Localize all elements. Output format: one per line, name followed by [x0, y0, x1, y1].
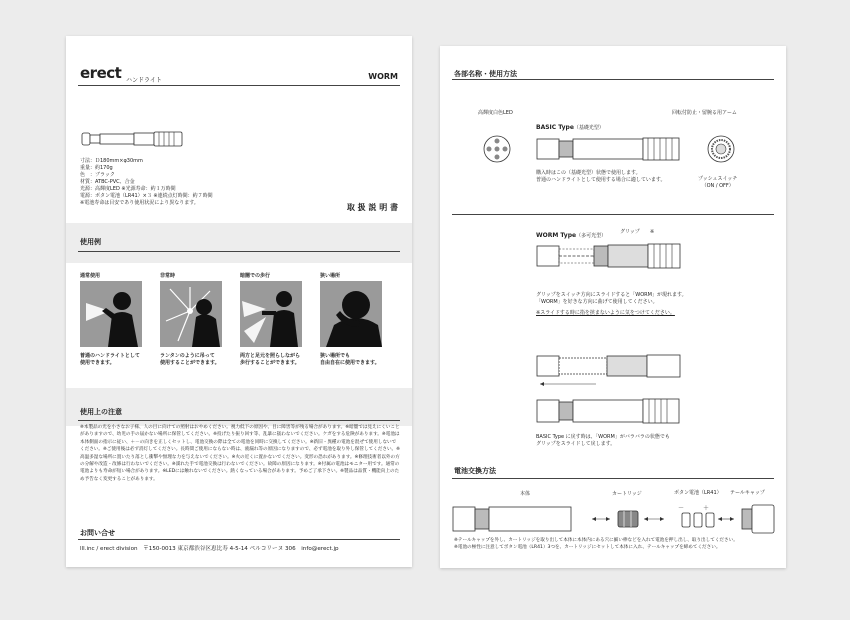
battery-label: ボタン電池（LR41） [674, 490, 722, 496]
section-divider-1 [452, 214, 774, 215]
basic-type-text: 購入時はこの（基礎光型）状態で使用します。 普通のハンドライトとして使用する場合に適しています。 [536, 170, 666, 183]
usage-title-2: 非常時 [160, 273, 176, 279]
minus-mark: － [678, 505, 685, 512]
battery-rule [452, 478, 774, 479]
manual-page-left [66, 36, 412, 567]
brand-logo: erect [80, 64, 122, 82]
grip-label: グリップ [620, 229, 640, 235]
led-label: 高輝度白色LED [478, 110, 513, 116]
battery-notes [454, 537, 738, 551]
battery-note-2: ※電池の極性に注意してボタン電池（LR41）3つを、カートリッジにセットして本体に入れ、テールキャップを締めてください。 [454, 545, 721, 550]
return-basic-text: BASIC Type に戻す時は、「WORM」がバラバラの状態でも グリップをスライドして戻します。 [536, 434, 670, 447]
return-worm-illustration [536, 352, 684, 388]
usage-caption-4: 狭い場所でも 自由自在に使用できます。 [320, 353, 380, 366]
spec-line: 重量：約170g [80, 165, 113, 171]
contact-info: lll.inc / erect division 〒150-0013 東京都渋谷区恵比寿 4-5-14 ペルコリーヌ 306 info@erect.jp [80, 546, 339, 552]
plus-mark: ＋ [703, 505, 710, 512]
parts-rule [452, 79, 774, 80]
usage-image-walking [240, 281, 302, 347]
worm-type-text: グリップをスイッチ方向にスライドすると「WORM」が現れます。 「WORM」を好きな方向に曲げて使用してください。 [536, 292, 687, 305]
usage-caption-3: 両方と足元を照らしながら 歩行することができます。 [240, 353, 301, 366]
header-rule [78, 85, 400, 86]
usage-title-4: 狭い場所 [320, 273, 341, 279]
worm-type-note: ※スライドする時に指を挟まないように気をつけてください。 [536, 310, 675, 316]
battery-exchange-illustration [452, 501, 782, 537]
usage-title-1: 通常使用 [80, 273, 101, 279]
contact-rule [78, 539, 400, 540]
body-label: 本体 [520, 491, 531, 497]
spec-line: 色 ：ブラック [80, 172, 115, 178]
led-head-illustration [482, 134, 512, 164]
push-switch-label: プッシュスイッチ （ON / OFF） [698, 176, 738, 189]
battery-note-1: ※テールキャップを外し、カートリッジを取り出して本体に本体内にある穴に細い棒などを入れて電池を押し出し、取り出してください。 [454, 538, 738, 543]
caution-text: ※本製品の光を小さなお子様、人の目に向けての照射はおやめください。視力低下の原因や、目に障害等が残る場合があります。※暗闇では見えにくいことがありますので、幼児の手の届かない場所に保管してください。※投げたり振り回す等、乱暴に扱わないでください。ケガをする危険があります。※電池は本体側面の指示に従い、＋－の向きを正しくセットし、電池交換の際は全ての電池を同時に交換してください。※新旧・異種の電池を混ぜて使用しないでください。※ご使用後は必ず消灯してください。長時間ご使用にならない時は、液漏れ等の原因になりますので、必ず電池を取り外し保管してください。※高温多湿な場所に置いたり落とし衝撃や無理な力を与えないでください。※火の近くに置かないでください。変形の恐れがあります。※修理技術者以外の方の分解や改造・改修は行わないでください。※濡れた手で電池交換は行わないでください。故障の原因になります。※付属の電池はモニター用です。通常の電池よりも寿命が短い場合があります。※LEDには触れないでください。熱くなっている場合があります。予めご了承下さい。※製品は品質・機能向上のため予告なく変更することがあります。 [80, 425, 400, 482]
spec-line: 寸法：Ｄ180mm×φ30mm [80, 158, 143, 164]
spec-line: ※電池寿命は目安であり使用状況により異なります。 [80, 200, 199, 206]
caution-section-title: 使用上の注意 [80, 408, 122, 416]
usage-section-band [66, 223, 412, 263]
push-switch-illustration [706, 134, 736, 164]
tailcap-label: テールキャップ [730, 490, 765, 496]
basic-flashlight-illustration [536, 136, 684, 162]
manual-title: 取 扱 説 明 書 [346, 203, 398, 212]
spec-list [80, 158, 213, 207]
spec-line: 光源：高輝度LED ※光源寿命：約１万時間 [80, 186, 176, 192]
manual-page-right [440, 46, 786, 568]
return-basic-illustration [536, 396, 684, 426]
spec-line: 電源：ボタン電池（LR41）×３ ※連続点灯時間：約７時間 [80, 193, 213, 199]
worm-type-label: WORM Type（多可光型） [536, 232, 607, 239]
usage-image-normal [80, 281, 142, 347]
worm-flashlight-illustration [536, 242, 684, 270]
grip-mark: ※ [650, 229, 655, 235]
usage-rule [78, 251, 400, 252]
usage-image-emergency [160, 281, 222, 347]
usage-title-3: 暗闇での歩行 [240, 273, 271, 279]
usage-section-title: 使用例 [80, 238, 101, 246]
flashlight-illustration [81, 129, 185, 149]
usage-image-tight-place [320, 281, 382, 347]
usage-caption-2: ランタンのように吊って 使用することができます。 [160, 353, 220, 366]
spec-line: 材質：ATBC-PVC、合金 [80, 179, 135, 185]
basic-type-label: BASIC Type（基礎光型） [536, 124, 604, 131]
model-name: WORM [368, 72, 398, 81]
battery-section-title: 電池交換方法 [454, 467, 496, 475]
caution-rule [78, 420, 400, 421]
product-subtitle: ハンドライト [126, 77, 162, 84]
contact-title: お問い合せ [80, 529, 115, 537]
cartridge-label: カートリッジ [612, 491, 642, 497]
parts-section-title: 各部名称・使用方法 [454, 70, 517, 78]
usage-caption-1: 普通のハンドライトとして 使用できます。 [80, 353, 140, 366]
arm-label: 回転付防止・留腕る用アーム [672, 110, 737, 116]
